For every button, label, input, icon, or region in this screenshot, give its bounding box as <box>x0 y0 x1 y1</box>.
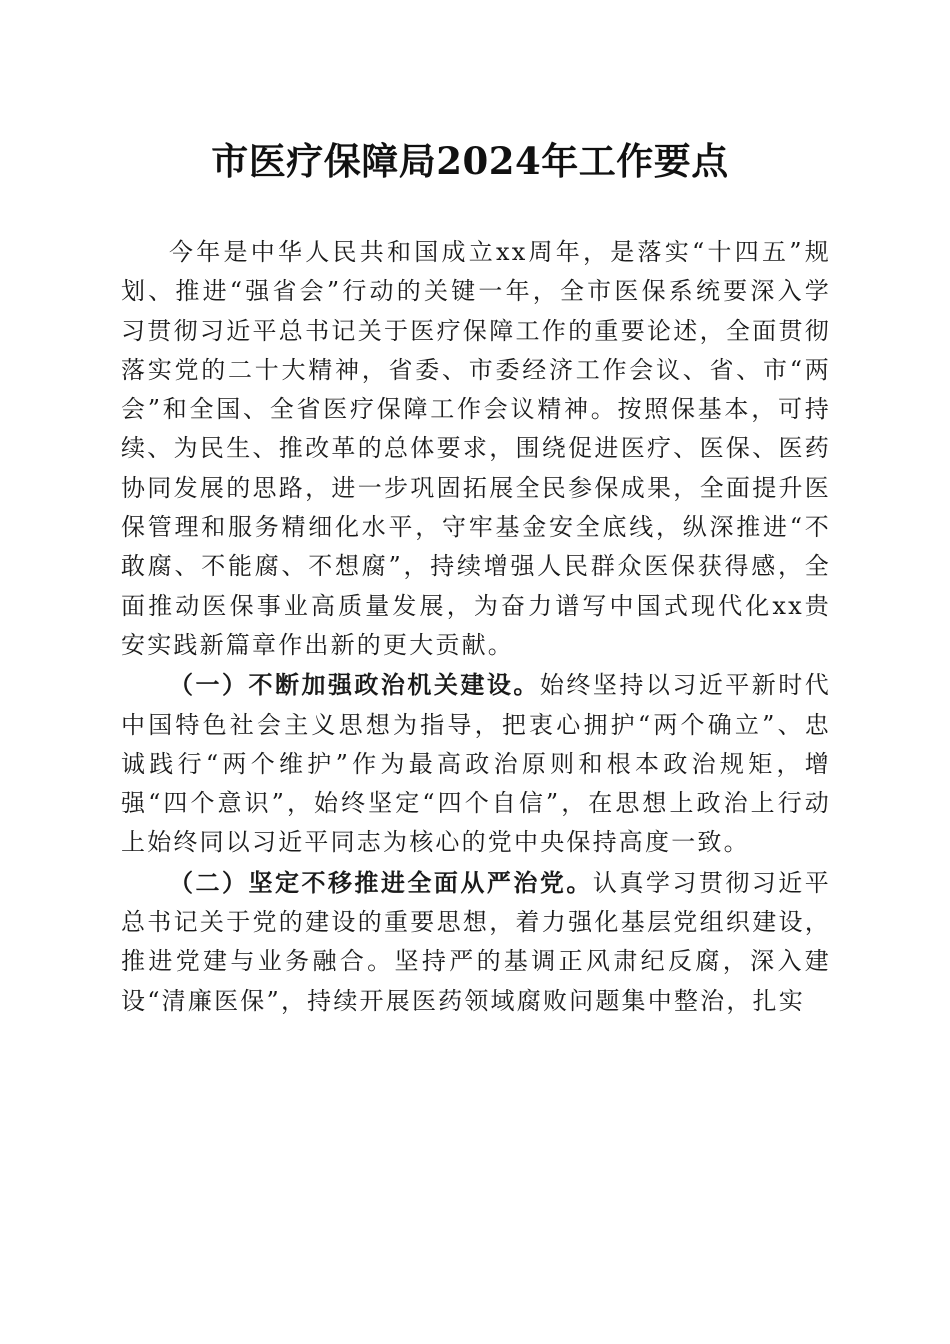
section-paragraph-2 <box>121 863 831 1021</box>
section-heading-2: （二）坚定不移推进全面从严治党。 <box>169 867 593 897</box>
intro-paragraph: 今年是中华人民共和国成立xx周年，是落实“十四五”规划、推进“强省会”行动的关键一年，全市医保系统要深入学习贯彻习近平总书记关于医疗保障工作的重要论述，全面贯彻落实党的二十大精神，省委、市委经济工作会议、省、市“两会”和全国、全省医疗保障工作会议精神。按照保基本，可持续、为民生、推改革的总体要求，围绕促进医疗、医保、医药协同发展的思路，进一步巩固拓展全民参保成果，全面提升医保管理和服务精细化水平，守牢基金安全底线，纵深推进“不敢腐、不能腐、不想腐”，持续增强人民群众医保获得感，全面推动医保事业高质量发展，为奋力谱写中国式现代化xx贵安实践新篇章作出新的更大贡献。 <box>121 238 831 659</box>
section-text-2: 认真学习贯彻习近平总书记关于党的建设的重要思想，着力强化基层党组织建设，推进党建与业务融合。坚持严的基调正风肃纪反腐，深入建设“清廉医保”，持续开展医药领域腐败问题集中整治，扎实 <box>121 868 831 1015</box>
document-title: 市医疗保障局2024年工作要点 <box>211 139 729 183</box>
section-paragraph-1 <box>121 665 831 862</box>
section-heading-1: （一）不断加强政治机关建设。 <box>169 670 540 700</box>
section-text-1: 始终坚持以习近平新时代中国特色社会主义思想为指导，把衷心拥护“两个确立”、忠诚践行“两个维护”作为最高政治原则和根本政治规矩，增强“四个意识”，始终坚定“四个自信”，在思想上政治上行动上始终同以习近平同志为核心的党中央保持高度一致。 <box>121 671 831 857</box>
document-body <box>121 233 831 1021</box>
